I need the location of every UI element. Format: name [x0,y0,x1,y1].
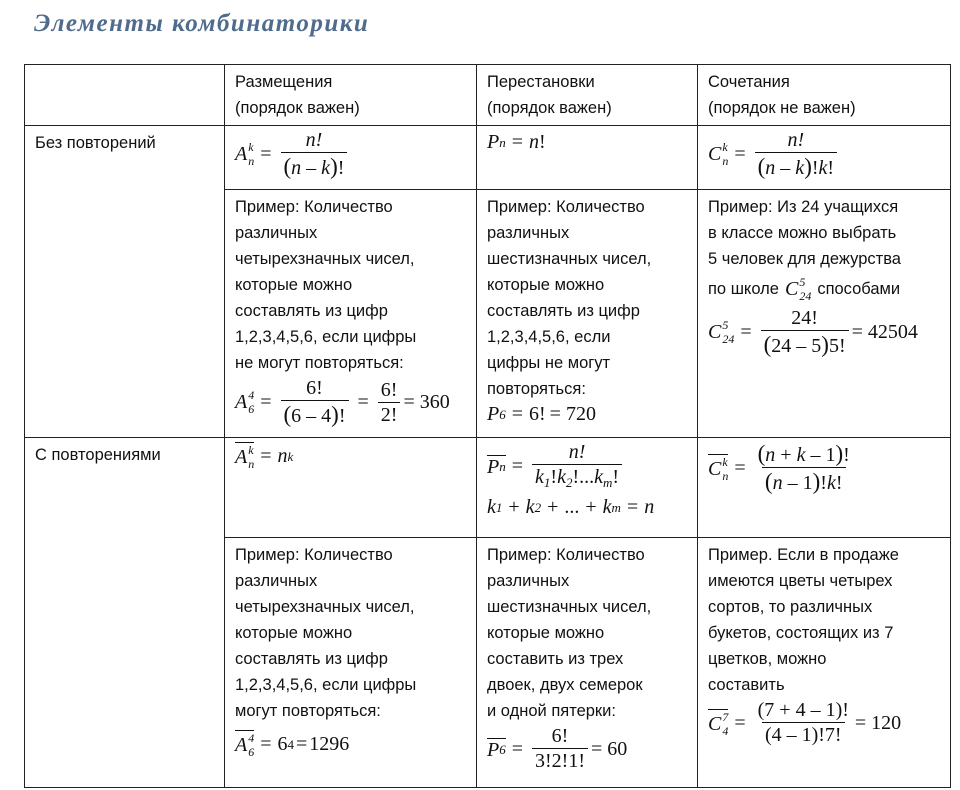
example-line: Пример: Из 24 учащихся [708,198,899,216]
corner-cell [25,65,225,126]
header-permutations-note: (порядок важен) [487,99,612,117]
example-line: и одной пятерки: [487,702,616,720]
header-arrangements-name: Размещения [235,73,333,91]
example-line: четырехзначных чисел, [235,250,415,268]
result-a-repeat: 1296 [309,733,350,755]
example-line: имеются цветы четырех [708,572,893,590]
result-a-no-repeat: = 360 [403,391,450,413]
row-label-repeat: С повторениями [25,438,225,788]
header-arrangements-note: (порядок важен) [235,99,360,117]
example-line: которые можно [487,624,605,642]
example-line: цифры не могут [487,354,611,372]
formula-arrangements [225,126,477,190]
header-arrangements [225,65,477,126]
example-arrangements-repeat [225,538,477,788]
header-row [25,65,951,126]
example-line: 5 человек для дежурства [708,250,901,268]
example-arrangements [225,190,477,438]
formula-combinations-repeat [698,438,951,538]
example-line: могут повторяться: [235,702,381,720]
formula-p-bar-n: P n = $\frac{n!}{k_1!k_2!...k_m!}$ [487,442,625,489]
example-line: шестизначных чисел, [487,598,652,616]
inline-c-24-5: C 5 24 [784,275,812,303]
formula-permutations-repeat [477,438,698,538]
example-line: 1,2,3,4,5,6, если [487,328,611,346]
formula-permutations [477,126,698,190]
example-line: Пример: Количество [487,198,645,216]
result-c-no-repeat: = 42504 [851,321,918,343]
formula-k-sum: k 1 + k 2 + ... + k m = n [487,496,655,518]
example-line: которые можно [235,276,353,294]
example-formula-c-24-5: C 5 24 = $\frac{24!}{(24 - 5)5!}$ = 42504 [708,307,918,357]
example-line: не могут повторяться: [235,354,404,372]
example-permutations [477,190,698,438]
row-label-no-repeat: Без повторений [25,126,225,438]
page-title: Элементы комбинаторики [34,10,370,37]
formula-row-repeat [25,438,951,538]
example-combinations-repeat [698,538,951,788]
example-line: различных [487,572,570,590]
example-line: 1,2,3,4,5,6, если цифры [235,676,417,694]
header-permutations-name: Перестановки [487,73,595,91]
example-line: в классе можно выбрать [708,224,897,242]
example-line: составить из трех [487,650,624,668]
example-formula-c-bar-4-7: C 7 4 = $\frac{(7 + 4 - 1)!}{(4 - 1)!7!}$ = 120 [708,699,902,746]
example-line: букетов, состоящих из 7 [708,624,894,642]
example-line: сортов, то различных [708,598,873,616]
example-formula-p-6: P 6 = 6! = 720 [487,403,596,425]
formula-a-n-k: A k n = $\frac{n!}{(n - k)!}$ [235,130,350,178]
example-line: Пример: Количество [235,546,393,564]
example-line: различных [487,224,570,242]
example-line: Пример: Количество [487,546,645,564]
header-combinations-note: (порядок не важен) [708,99,856,117]
combinatorics-table [24,64,951,788]
example-line: Пример: Количество [235,198,393,216]
header-combinations [698,65,951,126]
example-line: цветков, можно [708,650,827,668]
formula-arrangements-repeat [225,438,477,538]
result-p-no-repeat: = 720 [549,403,596,425]
example-line: составлять из цифр [487,302,640,320]
result-p-repeat: = 60 [590,737,628,760]
example-line: которые можно [487,276,605,294]
formula-p-n: P n = n ! [487,131,546,153]
example-line: различных [235,572,318,590]
example-line: повторяться: [487,380,586,398]
result-c-repeat: = 120 [854,711,902,734]
formula-combinations [698,126,951,190]
formula-c-n-k: C k n = $\frac{n!}{(n - k)!k!}$ [708,130,840,178]
example-line: которые можно [235,624,353,642]
example-line: по школе [708,280,779,298]
formula-c-bar-n-k: C k n = $\frac{(n + k - 1)!}{(n - 1)!k!}$ [708,441,850,494]
example-line: шестизначных чисел, [487,250,652,268]
header-combinations-name: Сочетания [708,73,790,91]
example-line: составлять из цифр [235,302,388,320]
example-line: составлять из цифр [235,650,388,668]
example-formula-a-6-4: A 4 6 = $\frac{6!}{(6 - 4)!}$ = $\frac{6!}{2!}$ = 360 [235,377,450,427]
example-line: составить [708,676,785,694]
header-permutations [477,65,698,126]
example-line: способами [817,280,901,298]
example-line: Пример. Если в продаже [708,546,899,564]
example-line: четырехзначных чисел, [235,598,415,616]
formula-a-bar-n-k: A k n = n k [235,443,294,471]
example-formula-a-bar-6-4: A 4 6 = 6 4 = 1296 [235,731,350,759]
example-line: 1,2,3,4,5,6, если цифры [235,328,417,346]
example-line: двоек, двух семерок [487,676,643,694]
example-line: различных [235,224,318,242]
example-combinations [698,190,951,438]
formula-row-no-repeat [25,126,951,190]
example-permutations-repeat [477,538,698,788]
example-formula-p-bar-6: P 6 = $\frac{6!}{3!2!1!}$ = 60 [487,725,628,772]
